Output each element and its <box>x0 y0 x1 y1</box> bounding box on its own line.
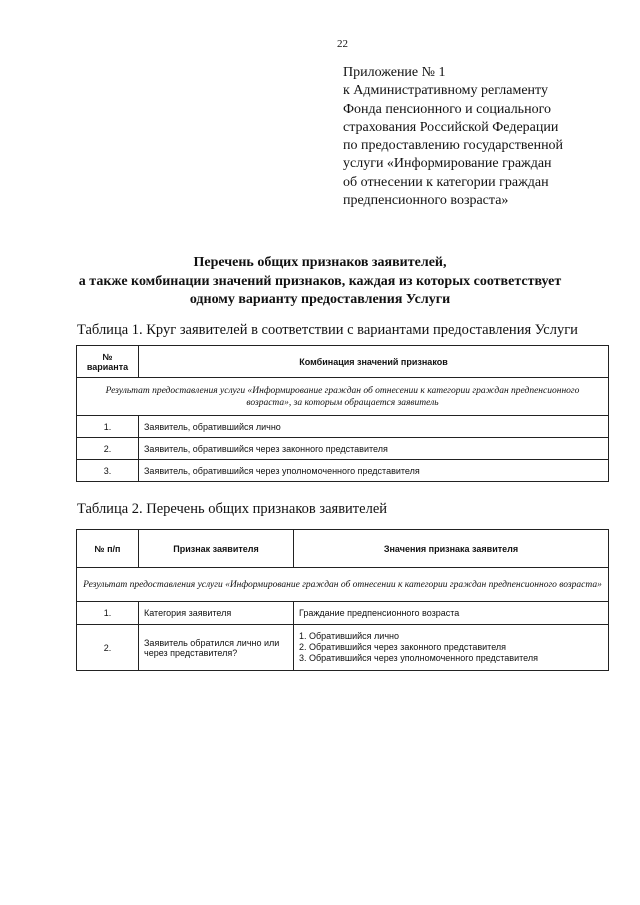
table2-caption: Таблица 2. Перечень общих признаков заявителей <box>77 501 388 517</box>
page-number: 22 <box>337 38 348 50</box>
table2-row-number: 2. <box>77 625 139 671</box>
table2-row-values <box>294 625 609 671</box>
appendix-line: к Административному регламенту <box>343 83 548 99</box>
appendix-line: страхования Российской Федерации <box>343 119 559 135</box>
appendix-line: Фонда пенсионного и социального <box>343 101 551 117</box>
table1-header-number: № варианта <box>77 346 139 378</box>
table2-row-feature: Категория заявителя <box>139 602 294 625</box>
table1-caption: Таблица 1. Круг заявителей в соответствии с вариантами предоставления Услуги <box>77 322 578 338</box>
document-heading <box>0 254 640 310</box>
table2-header-values: Значения признака заявителя <box>294 530 609 568</box>
appendix-line: услуги «Информирование граждан <box>343 156 552 172</box>
table1-row-number: 3. <box>77 460 139 482</box>
table2-value-item: 1. Обратившийся лично <box>299 631 399 641</box>
table1-row-text: Заявитель, обратившийся лично <box>139 416 609 438</box>
table2-row-number: 1. <box>77 602 139 625</box>
table2-row-value: Граждание предпенсионного возраста <box>294 602 609 625</box>
table2 <box>76 529 609 671</box>
heading-line: одному варианту предоставления Услуги <box>189 292 451 307</box>
table1-row-text: Заявитель, обратившийся через уполномоченного представителя <box>139 460 609 482</box>
table1-row-text: Заявитель, обратившийся через законного представителя <box>139 438 609 460</box>
table1-row-number: 1. <box>77 416 139 438</box>
heading-line: Перечень общих признаков заявителей, <box>193 255 447 270</box>
table2-result-row: Результат предоставления услуги «Информирование граждан об отнесении к категории граждан предпенсионного возраста» <box>77 568 609 602</box>
table1-result-row: Результат предоставления услуги «Информирование граждан об отнесении к категории граждан предпенсионного возраста», за которым обращается заявитель <box>77 378 609 416</box>
appendix-line: об отнесении к категории граждан <box>343 174 549 190</box>
appendix-line: Приложение № 1 <box>343 65 446 80</box>
table2-header-feature: Признак заявителя <box>139 530 294 568</box>
table2-row-feature: Заявитель обратился лично или через представителя? <box>139 625 294 671</box>
table2-header-number: № п/п <box>77 530 139 568</box>
table2-value-item: 2. Обратившийся через законного представителя <box>299 642 507 652</box>
table2-value-item: 3. Обратившийся через уполномоченного представителя <box>299 653 538 663</box>
table1-header-combination: Комбинация значений признаков <box>139 346 609 378</box>
heading-line: а также комбинации значений признаков, каждая из которых соответствует <box>78 273 562 289</box>
table1 <box>76 345 609 482</box>
appendix-line: предпенсионного возраста» <box>343 193 509 209</box>
appendix-line: по предоставлению государственной <box>343 138 564 154</box>
table1-row-number: 2. <box>77 438 139 460</box>
appendix-note <box>343 64 633 210</box>
